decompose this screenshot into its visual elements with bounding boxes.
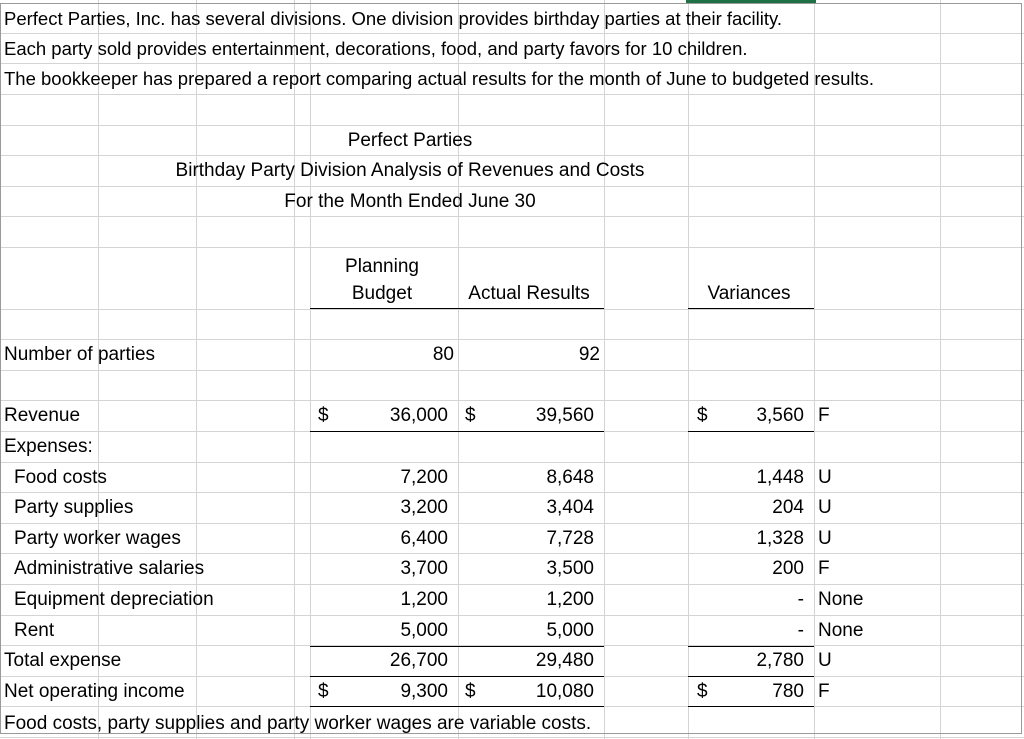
intro-line: Perfect Parties, Inc. has several divisions. One division provides birthday parties at their facility. xyxy=(4,8,783,29)
footnote: Food costs, party supplies and party worker wages are variable costs. xyxy=(4,713,592,734)
expense-variance: 1,448 xyxy=(756,467,804,488)
expense-label: Food costs xyxy=(14,467,107,488)
revenue-label: Revenue xyxy=(4,405,81,426)
expense-variance: - xyxy=(797,620,804,641)
noi-flag: F xyxy=(818,681,830,702)
expense-label: Party supplies xyxy=(14,497,134,518)
expense-actual: 5,000 xyxy=(546,620,594,641)
revenue-underline xyxy=(688,431,814,432)
expense-variance: 200 xyxy=(772,558,804,579)
revenue-variance: 3,560 xyxy=(756,405,804,426)
expense-flag: None xyxy=(818,620,864,641)
expense-budget: 1,200 xyxy=(400,589,448,610)
revenue-underline xyxy=(310,431,604,432)
noi-variance-dollar: $ xyxy=(697,681,708,702)
total-flag: U xyxy=(818,650,832,671)
header-variances: Variances xyxy=(707,283,791,304)
expense-flag: F xyxy=(818,558,830,579)
report-company: Perfect Parties xyxy=(347,130,473,151)
report-period: For the Month Ended June 30 xyxy=(284,191,536,212)
parties-label: Number of parties xyxy=(4,344,156,365)
total-budget: 26,700 xyxy=(389,650,448,671)
noi-underline xyxy=(688,706,814,707)
intro-line: The bookkeeper has prepared a report comparing actual results for the month of June to budgeted results. xyxy=(4,68,875,89)
revenue-actual: 39,560 xyxy=(535,405,594,426)
header-planning: Planning xyxy=(345,256,419,277)
expense-budget: 5,000 xyxy=(400,620,448,641)
expense-actual: 1,200 xyxy=(546,589,594,610)
report-title: Birthday Party Division Analysis of Revenues and Costs xyxy=(175,160,645,181)
expense-actual: 8,648 xyxy=(546,467,594,488)
expense-flag: None xyxy=(818,589,864,610)
header-underline xyxy=(310,308,604,309)
expense-actual: 3,404 xyxy=(546,497,594,518)
expense-budget: 7,200 xyxy=(400,467,448,488)
expense-budget: 6,400 xyxy=(400,528,448,549)
expense-label: Equipment depreciation xyxy=(14,589,214,610)
revenue-budget-dollar: $ xyxy=(318,405,329,426)
expense-actual: 7,728 xyxy=(546,528,594,549)
noi-variance: 780 xyxy=(772,681,804,702)
expense-budget: 3,700 xyxy=(400,558,448,579)
total-label: Total expense xyxy=(4,650,122,671)
noi-label: Net operating income xyxy=(4,681,185,702)
header-budget: Budget xyxy=(351,283,413,304)
noi-budget-dollar: $ xyxy=(318,681,329,702)
noi-actual: 10,080 xyxy=(535,681,594,702)
revenue-flag: F xyxy=(818,405,830,426)
expense-actual: 3,500 xyxy=(546,558,594,579)
expense-label: Party worker wages xyxy=(14,528,181,549)
total-variance: 2,780 xyxy=(756,650,804,671)
noi-budget: 9,300 xyxy=(400,681,448,702)
revenue-variance-dollar: $ xyxy=(697,405,708,426)
expense-flag: U xyxy=(818,528,832,549)
total-actual: 29,480 xyxy=(535,650,594,671)
noi-actual-dollar: $ xyxy=(465,681,476,702)
intro-line: Each party sold provides entertainment, decorations, food, and party favors for 10 children. xyxy=(4,38,748,59)
parties-budget: 80 xyxy=(432,344,454,365)
expense-variance: 204 xyxy=(772,497,804,518)
expense-label: Administrative salaries xyxy=(14,558,205,579)
expense-budget: 3,200 xyxy=(400,497,448,518)
header-underline xyxy=(688,308,814,309)
header-actual: Actual Results xyxy=(468,283,590,304)
expense-variance: 1,328 xyxy=(756,528,804,549)
expense-label: Rent xyxy=(14,620,55,641)
expenses-heading: Expenses: xyxy=(4,436,93,457)
noi-underline xyxy=(310,706,604,707)
revenue-budget: 36,000 xyxy=(389,405,448,426)
expense-variance: - xyxy=(797,589,804,610)
expense-flag: U xyxy=(818,497,832,518)
revenue-actual-dollar: $ xyxy=(465,405,476,426)
expense-flag: U xyxy=(818,467,832,488)
parties-actual: 92 xyxy=(578,344,600,365)
